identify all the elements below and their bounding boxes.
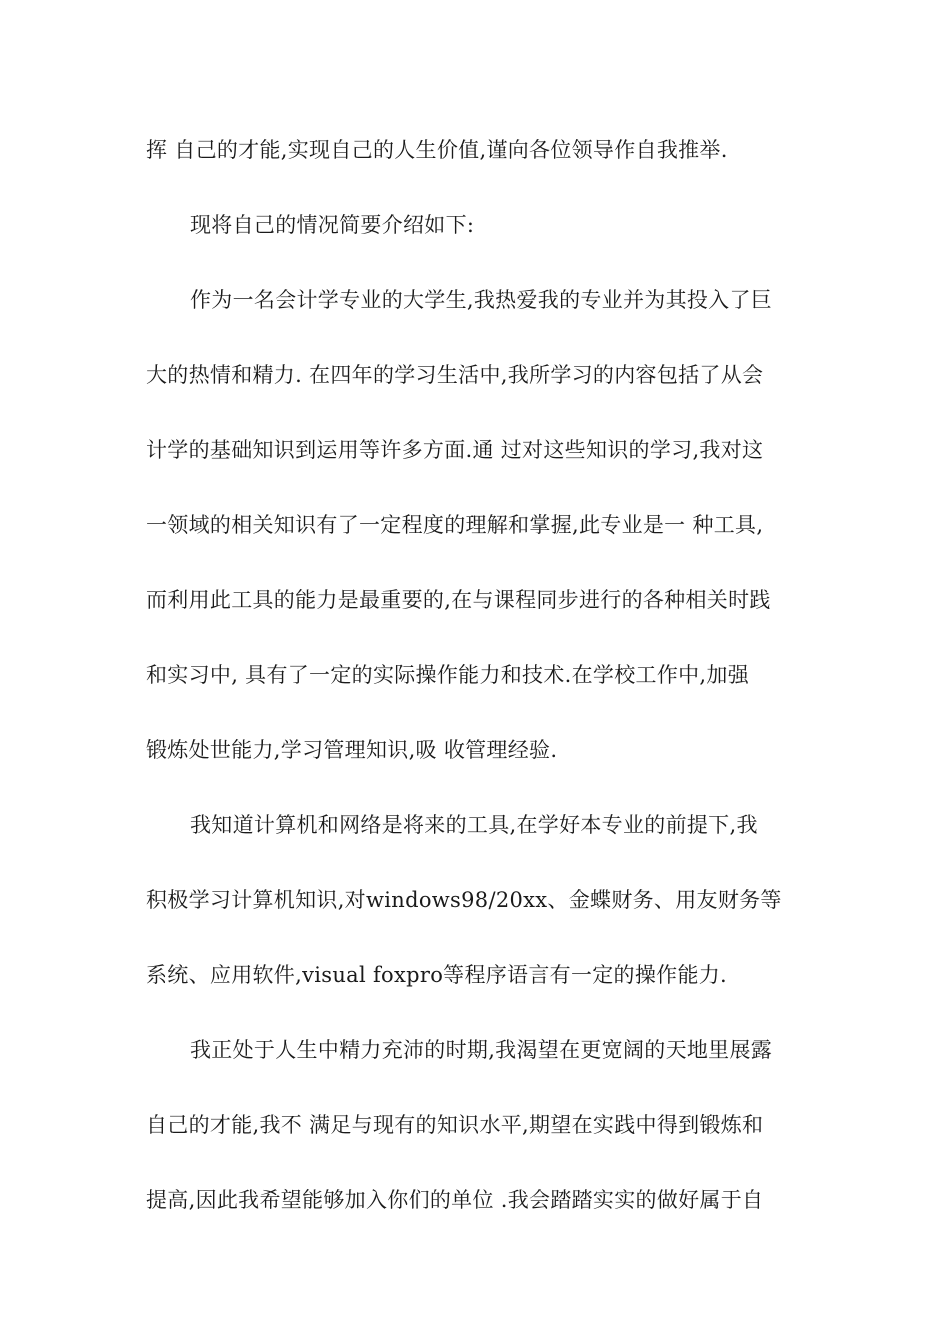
text-line-14: 自己的才能,我不 满足与现有的知识水平,期望在实践中得到锻炼和 xyxy=(146,1113,764,1137)
text-line-11: 积极学习计算机知识,对windows98/20xx、金蝶财务、用友财务等 xyxy=(146,888,782,912)
text-line-9: 锻炼处世能力,学习管理知识,吸 收管理经验. xyxy=(146,738,558,762)
text-line-6: 一领域的相关知识有了一定程度的理解和掌握,此专业是一 种工具, xyxy=(146,513,764,537)
text-line-10: 我知道计算机和网络是将来的工具,在学好本专业的前提下,我 xyxy=(190,813,758,837)
text-line-15: 提高,因此我希望能够加入你们的单位 .我会踏踏实实的做好属于自 xyxy=(146,1188,764,1212)
text-line-1: 挥 自己的才能,实现自己的人生价值,谨向各位领导作自我推举. xyxy=(146,138,728,162)
text-line-4: 大的热情和精力. 在四年的学习生活中,我所学习的内容包括了从会 xyxy=(146,363,764,387)
text-line-12: 系统、应用软件,visual foxpro等程序语言有一定的操作能力. xyxy=(146,963,728,987)
text-line-2: 现将自己的情况简要介绍如下: xyxy=(190,213,475,237)
text-line-5: 计学的基础知识到运用等许多方面.通 过对这些知识的学习,我对这 xyxy=(146,438,764,462)
text-line-3: 作为一名会计学专业的大学生,我热爱我的专业并为其投入了巨 xyxy=(190,288,773,312)
text-line-8: 和实习中, 具有了一定的实际操作能力和技术.在学校工作中,加强 xyxy=(146,663,749,687)
text-line-13: 我正处于人生中精力充沛的时期,我渴望在更宽阔的天地里展露 xyxy=(190,1038,773,1062)
text-line-7: 而利用此工具的能力是最重要的,在与课程同步进行的各种相关时践 xyxy=(146,588,771,612)
